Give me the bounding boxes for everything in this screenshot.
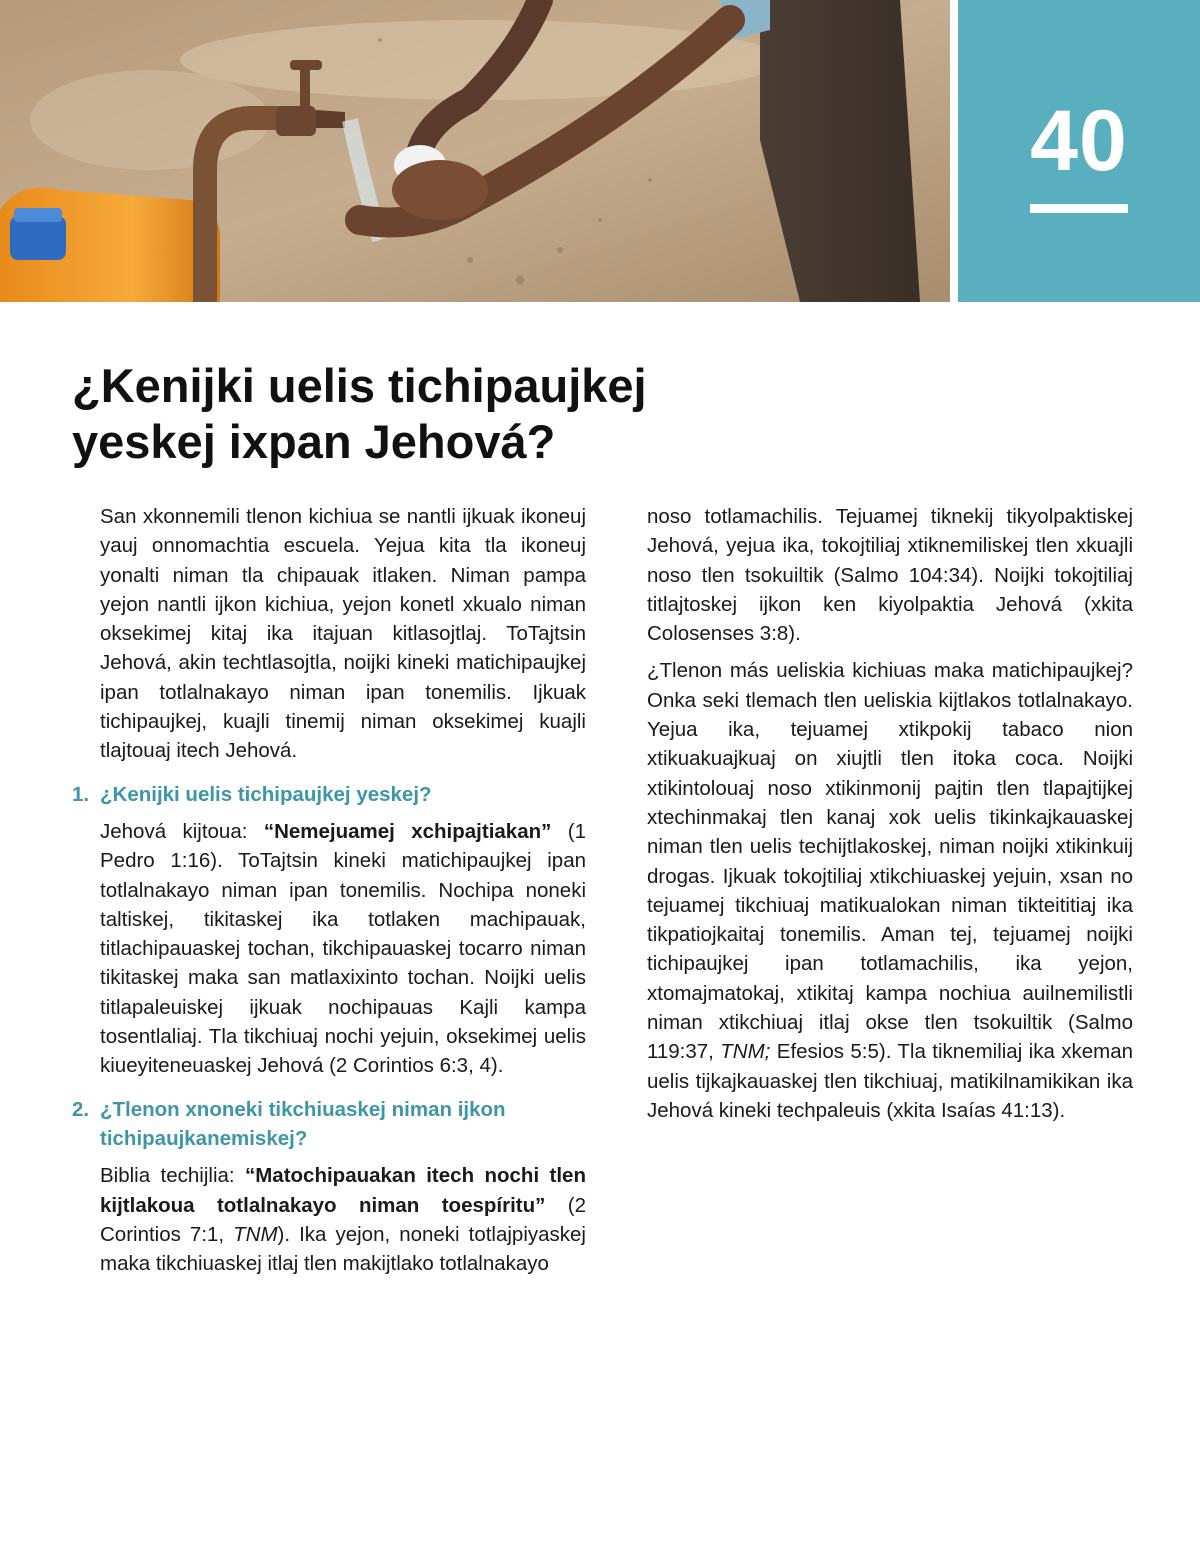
question-2-number: 2.: [72, 1097, 90, 1121]
question-1: [72, 780, 586, 809]
header-photo: [0, 0, 950, 302]
answer-1-paragraph: [100, 817, 586, 1081]
question-1-number: 1.: [72, 782, 90, 806]
chapter-badge: [958, 0, 1200, 302]
answer-1-lead: Jehová kijtoua:: [100, 819, 248, 843]
hands-washing-photo: [0, 0, 950, 302]
answer-2-quote: “Matochipauakan itech nochi tlen kijtlakoua totlalnakayo niman toespíritu”: [100, 1164, 586, 1217]
intro-paragraph: San xkonnemili tlenon kichiua se nantli ijkuak ikoneuj yauj onnomachtia escuela. Yejua kita tla ikoneuj yonalti niman tla chipauak itlaken. Niman pampa yejon nantli ijkon kichiua, yejon konetl xkualo niman oksekimej kitaj ika itajuan kitlasojtlaj. ToTajtsin Jehová, akin techtlasojtla, noijki kineki matichipaujkej ipan totlalnakayo niman ipan tonemilis. Ijkuak tichipaujkej, kuajli tinemij niman oksekimej kuajli tlajtouaj itech Jehová.: [100, 505, 586, 763]
answer-2-paragraph-2: [647, 656, 1133, 1125]
answer-2-body: ). Ika yejon, noneki totlajpiyaskej maka tikchiuaskej itlaj tlen makijtlako totlalnakayo: [100, 1222, 586, 1276]
title-line-2: yeskej ixpan Jehová?: [72, 415, 556, 468]
answer-2-lead: Biblia techijlia:: [100, 1164, 235, 1188]
answer-2-p2-end: Efesios 5:5). Tla tiknemiliaj ika xkeman uelis tijkajkauaskej tlen tikchiuaj, matikilnamikikan ika Jehová kineki techpaleuis (xkita Isaías 41:13).: [647, 1040, 1133, 1122]
title-line-1: ¿Kenijki uelis tichipaujkej: [72, 359, 647, 412]
answer-1-body: (1 Pedro 1:16). ToTajtsin kineki matichipaujkej ipan totlalnakayo niman ipan tonemilis. Nochipa noneki taltiskej, tikitaskej ika totlaken machipauak, titlachipauaskej tochan, tikchipauaskej tocarro niman tikitaskej maka san matlaxixinto tochan. Noijki uelis titlapaleuiskej ijkuak nochipauas Kajli kampa tosentlaliaj. Tla tikchiuaj nochi yejuin, oksekimej uelis kiueyiteneuaskej Jehová (2 Corintios 6:3, 4).: [100, 819, 586, 1078]
chapter-underline: [1030, 204, 1128, 213]
question-2-text: ¿Tlenon xnoneki tikchiuaskej niman ijkon tichipaujkanemiskej?: [100, 1097, 506, 1150]
question-2: [72, 1095, 586, 1154]
right-column: [647, 502, 1133, 1133]
answer-2-p2-tnm: TNM;: [720, 1040, 771, 1064]
question-1-text: ¿Kenijki uelis tichipaujkej yeskej?: [100, 782, 432, 806]
answer-2-paragraph: [100, 1161, 586, 1278]
answer-2-ref-tnm: TNM: [233, 1222, 278, 1246]
left-column: [72, 502, 587, 1286]
answer-2-continued: noso totlamachilis. Tejuamej tiknekij tikyolpaktiskej Jehová, yejua ika, tokojtiliaj xtiknemiliskej tlen xkuajli noso tlen tsokuiltik (Salmo 104:34). Noijki tokojtiliaj titlajtoskej ijkon ken kiyolpaktia Jehová (xkita Colosenses 3:8).: [647, 505, 1133, 646]
answer-2-p2-body: ¿Tlenon más ueliskia kichiuas maka matichipaujkej? Onka seki tlemach tlen ueliskia kijtlakos totlalnakayo. Yejua ika, tejuamej xtikpokij tabaco nion xtikuakuajkuaj on xiujtli tlen itoka coca. Noijki xtikintolouaj noso xtikinmonij pajtin tlen tlapajtijkej xtechinmakaj tlen kanaj xok uelis tikinkajkauaskej niman tlen uelis techijtlakoskej, niman noijki xtikinkuij drogas. Ijkuak tokojtiliaj xtikchiuaskej yejuin, xsan no tejuamej tikchiuaj matikualokan niman tikteititiaj ika tikpatiojkaitaj tonemilis. Aman tej, tejuamej noijki tichipaujkej ipan totlamachilis, ika yejon, xtomajmatokaj, xtikitaj kampa nochiua auilnemilistli niman xtikchiuaj itlaj okse tlen tsokuiltik (Salmo 119:37,: [647, 659, 1133, 1064]
page-title: [72, 358, 792, 470]
answer-2-ref: (2 Corintios 7:1,: [100, 1193, 587, 1246]
answer-1-quote: “Nemejuamej xchipajtiakan”: [263, 819, 552, 843]
chapter-number: 40: [1030, 93, 1128, 189]
